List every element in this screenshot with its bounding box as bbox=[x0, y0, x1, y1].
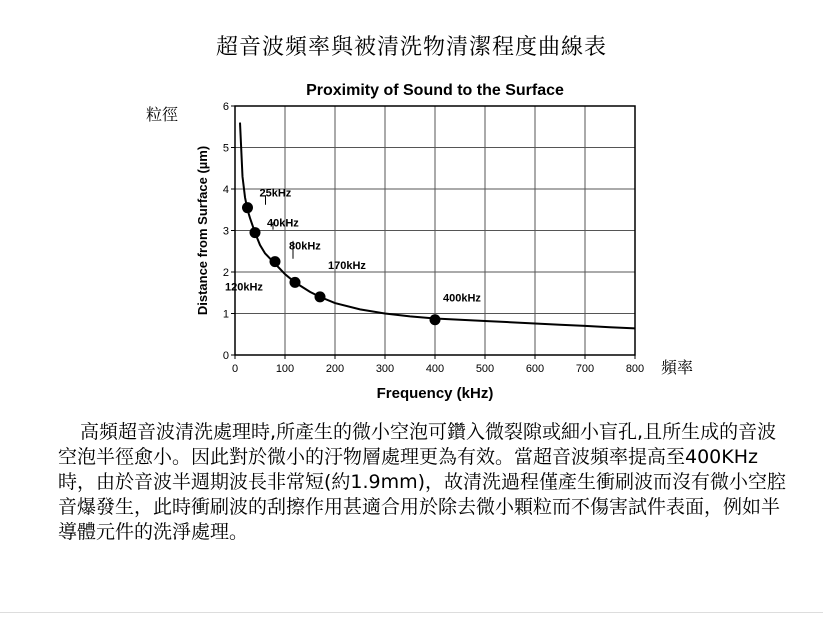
data-label: 40kHz bbox=[267, 217, 299, 230]
data-point bbox=[270, 256, 281, 267]
chart-title: Proximity of Sound to the Surface bbox=[306, 82, 564, 99]
x-tick-label: 0 bbox=[231, 363, 239, 375]
y-axis-label: Distance from Surface (µm) bbox=[195, 145, 210, 316]
y-side-label: 粒徑 bbox=[146, 105, 179, 124]
y-tick-label: 4 bbox=[222, 184, 229, 196]
data-label: 120kHz bbox=[225, 281, 263, 294]
x-tick-label: 600 bbox=[525, 363, 545, 375]
y-tick-label: 2 bbox=[222, 267, 229, 279]
y-tick-label: 1 bbox=[222, 308, 229, 321]
description-paragraph: 高頻超音波清洗處理時,所產生的微小空泡可鑽入微裂隙或細小盲孔,且所生成的音波空泡半徑愈小。因此對於微小的汙物層處理更為有效。當超音波頻率提高至400KHz 時，由於音波半週期波長非常短(約1.9mm)，故清洗過程僅產生衝刷波而沒有微小空腔音爆發生，此時衝刷波的刮擦作用甚適合用於除去微小顆粒而不傷害試件表面，例如半導體元件的洗淨處理。 bbox=[58, 421, 787, 543]
data-point bbox=[290, 277, 301, 288]
x-tick-label: 300 bbox=[375, 363, 395, 375]
data-point bbox=[315, 291, 326, 302]
x-side-label: 頻率 bbox=[661, 358, 694, 377]
data-label: 80kHz bbox=[289, 240, 321, 253]
series-line bbox=[240, 123, 635, 329]
data-point bbox=[242, 202, 253, 213]
x-tick-label: 800 bbox=[625, 363, 645, 375]
x-tick-label: 400 bbox=[425, 363, 445, 375]
y-tick-label: 0 bbox=[222, 350, 229, 362]
x-tick-label: 500 bbox=[475, 363, 495, 375]
x-axis-label: Frequency (kHz) bbox=[376, 385, 494, 402]
x-tick-label: 200 bbox=[325, 363, 345, 375]
x-tick-label: 100 bbox=[275, 363, 295, 375]
y-tick-label: 5 bbox=[222, 142, 229, 155]
data-point bbox=[430, 314, 441, 325]
page-title: 超音波頻率與被清洗物清潔程度曲線表 bbox=[215, 35, 607, 60]
y-tick-label: 6 bbox=[222, 101, 229, 113]
data-point bbox=[250, 227, 261, 238]
bottom-divider bbox=[0, 612, 823, 613]
x-tick-label: 700 bbox=[575, 363, 595, 375]
data-label: 25kHz bbox=[259, 187, 292, 200]
y-tick-label: 3 bbox=[222, 225, 229, 238]
data-label: 400kHz bbox=[443, 292, 481, 305]
data-label: 170kHz bbox=[328, 259, 366, 272]
